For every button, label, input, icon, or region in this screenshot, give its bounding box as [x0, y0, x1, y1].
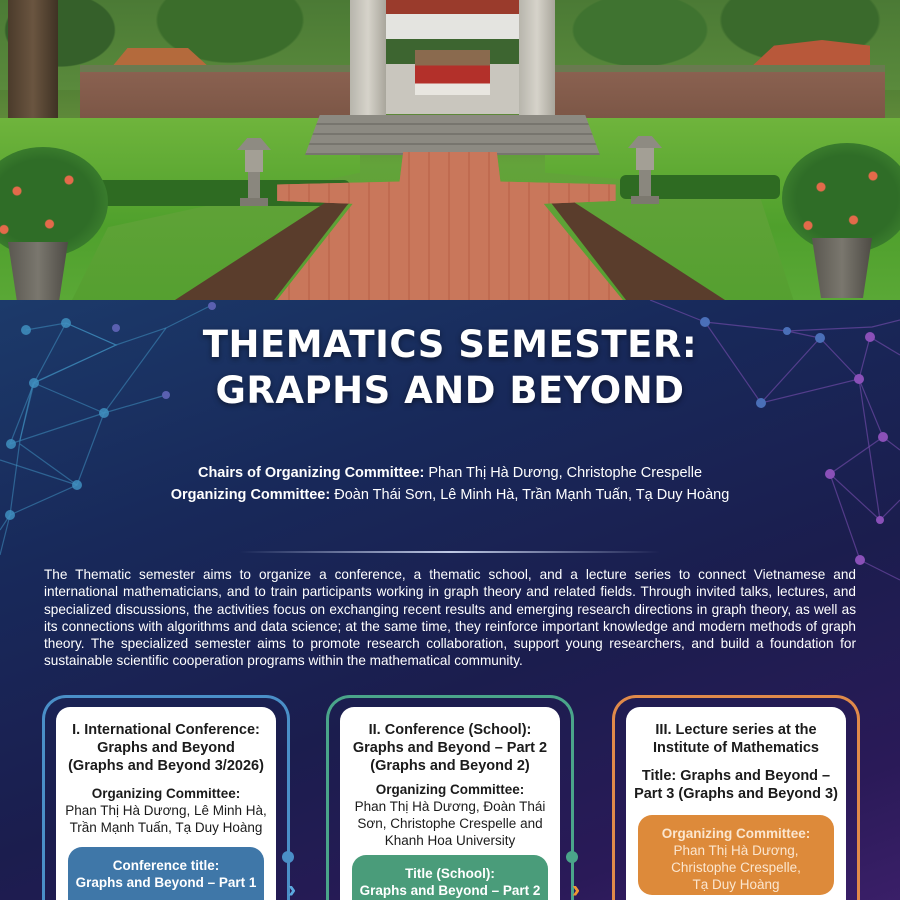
- chairs-line: [0, 462, 900, 484]
- stone-steps: [305, 115, 600, 155]
- flower-pot-left: [8, 232, 68, 300]
- track-lecture-series: [612, 695, 860, 900]
- committee-line: [0, 484, 900, 506]
- stone-lantern-right: [628, 136, 662, 206]
- poster-panel: [0, 300, 900, 900]
- lecture-committee-pill: Organizing Committee: Phan Thị Hà Dương, Christophe Crespelle, Tạ Duy Hoàng: [638, 815, 834, 895]
- lecture-title: Title: Graphs and Beyond – Part 3 (Graphs and Beyond 3): [634, 768, 838, 802]
- committee-names: Phan Thị Hà Dương, Lê Minh Hà, Trần Mạnh Tuấn, Tạ Duy Hoàng: [65, 803, 267, 835]
- divider-line: [240, 551, 660, 553]
- committee-label: Organizing Committee:: [170, 487, 331, 503]
- title-line-2: GRAPHS AND BEYOND: [215, 369, 685, 412]
- stone-lantern-left: [237, 138, 271, 208]
- committee-names: Đoàn Thái Sơn, Lê Minh Hà, Trần Mạnh Tuấn, Tạ Duy Hoàng: [334, 487, 730, 503]
- connector-dot: [566, 851, 578, 863]
- poster-title: [0, 322, 900, 414]
- track-school-conference: [326, 695, 574, 900]
- chairs-label: Chairs of Organizing Committee:: [197, 465, 425, 481]
- committee-label: Organizing Committee:: [375, 782, 525, 797]
- chairs-names: Phan Thị Hà Dương, Christophe Crespelle: [428, 465, 703, 481]
- flower-pot-right: [812, 228, 872, 298]
- track-heading: I. International Conference: Graphs and Beyond (Graphs and Beyond 3/2026): [68, 722, 264, 774]
- track-card: [340, 707, 560, 900]
- committee-block: [0, 462, 900, 506]
- brick-wall-right: [555, 65, 885, 125]
- shrine: [415, 50, 490, 95]
- committee-label: Organizing Committee:: [91, 786, 241, 801]
- track-heading: II. Conference (School): Graphs and Beyond – Part 2 (Graphs and Beyond 2): [352, 722, 548, 774]
- track-heading: III. Lecture series at the Institute of Mathematics: [653, 722, 819, 756]
- track-international-conference: [42, 695, 290, 900]
- stone-gate: [350, 0, 555, 125]
- track-card: [626, 707, 846, 900]
- school-title-pill: Title (School): Graphs and Beyond – Part 2: [352, 855, 548, 900]
- conference-title-pill: Conference title: Graphs and Beyond – Part 1: [68, 847, 264, 900]
- intro-paragraph: The Thematic semester aims to organize a conference, a thematic school, and a lecture series to connect Vietnamese and international mathematicians, and to train participants working in graph theory and related fields. Through invited talks, lectures, and specialized discussions, the activities focus on exchanging recent results and emerging research directions in graph theory, as well as its connections with algorithms and data science; at the same time, they reinforce important knowledge and modern methods of graph theory. The specialized semester aims to promote research collaboration, support young researchers, and build a foundation for sustainable scientific cooperation programs within the mathematical community.: [44, 567, 856, 669]
- brick-wall-left: [80, 65, 350, 125]
- track-card: [56, 707, 276, 900]
- connector-dot: [282, 851, 294, 863]
- hero-photo: [0, 0, 900, 300]
- committee-names: Phan Thị Hà Dương, Đoàn Thái Sơn, Christophe Crespelle and Khanh Hoa University: [354, 799, 546, 848]
- title-line-1: THEMATICS SEMESTER:: [202, 323, 698, 366]
